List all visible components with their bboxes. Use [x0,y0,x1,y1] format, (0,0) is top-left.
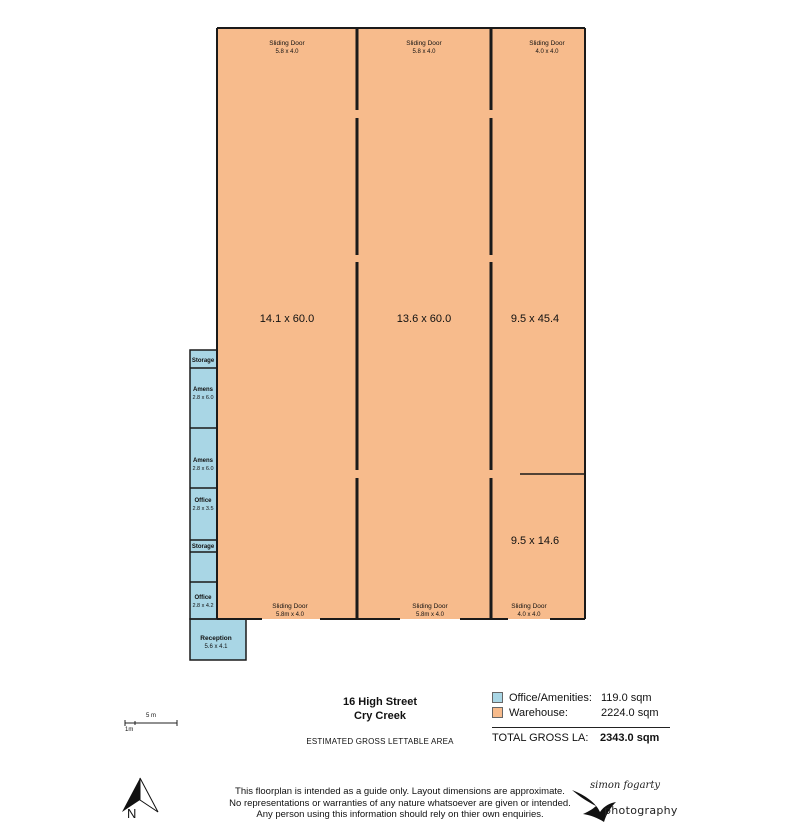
north-label: N [127,806,137,821]
logo-script: simon fogarty [590,780,660,791]
address-line-1: 16 High Street [343,696,417,708]
legend-office-value: 119.0 sqm [601,691,652,704]
storage-top-label: Storage [191,358,215,364]
legend-row-office [492,690,670,705]
legend-warehouse-name: Warehouse: [509,706,568,719]
amens-2-size: 2.8 x 6.0 [192,466,214,472]
top-door-2-size: 5.8 x 4.0 [412,49,436,55]
disclaimer-line-2: No representations or warranties of any nature whatsoever are given or intended. [229,797,571,809]
legend-warehouse-value: 2224.0 sqm [601,706,659,719]
office-swatch [492,692,503,703]
top-door-1-label: Sliding Door [269,40,305,47]
office-1-size: 2.8 x 3.5 [192,506,214,512]
gla-caption: ESTIMATED GROSS LETTABLE AREA [306,737,454,746]
scale-bar [125,720,177,726]
bottom-door-1-size: 5.8m x 4.0 [275,612,305,618]
disclaimer-line-3: Any person using this information should rely on thier own enquiries. [256,809,544,820]
bottom-door-1-label: Sliding Door [272,603,308,610]
office-2-label: Office [194,595,212,601]
legend-row-warehouse [492,705,670,720]
reception-size: 5.6 x 4.1 [204,644,228,650]
warehouse-2-label: 13.6 x 60.0 [396,313,452,325]
warehouse-4-label: 9.5 x 14.6 [510,535,560,547]
total-label: TOTAL GROSS LA: [492,732,589,744]
bottom-door-3-label: Sliding Door [511,603,547,610]
amens-1-label: Amens [192,387,214,393]
top-door-1-size: 5.8 x 4.0 [275,49,299,55]
bottom-door-2-label: Sliding Door [412,603,448,610]
warehouse-1-label: 14.1 x 60.0 [259,313,315,325]
total-value: 2343.0 sqm [600,732,660,744]
top-door-3-label: Sliding Door [529,40,565,47]
storage-mid-label: Storage [191,544,215,550]
office-1-label: Office [194,498,212,504]
bottom-door-3-size: 4.0 x 4.0 [517,612,541,618]
disclaimer-line-1: This floorplan is intended as a guide only. Layout dimensions are approximate. [235,786,565,797]
address-line-2: Cry Creek [354,710,406,722]
photographer-logo [560,778,680,828]
bottom-door-2-size: 5.8m x 4.0 [415,612,445,618]
reception-label: Reception [200,635,232,642]
amens-2-label: Amens [192,458,214,464]
office-2-size: 2.8 x 4.2 [192,603,214,609]
logo-word: photography [604,804,678,817]
amens-1-size: 2.8 x 6.0 [192,395,214,401]
warehouse-3-label: 9.5 x 45.4 [510,313,560,325]
area-legend [492,690,670,744]
scale-label-1m: 1m [125,727,134,733]
warehouse-3 [491,28,585,474]
scale-label-5m: 5 m [146,713,157,719]
legend-total [492,727,670,744]
warehouse-swatch [492,707,503,718]
legend-office-name: Office/Amenities: [509,691,592,704]
top-door-2-label: Sliding Door [406,40,442,47]
top-door-3-size: 4.0 x 4.0 [535,49,559,55]
